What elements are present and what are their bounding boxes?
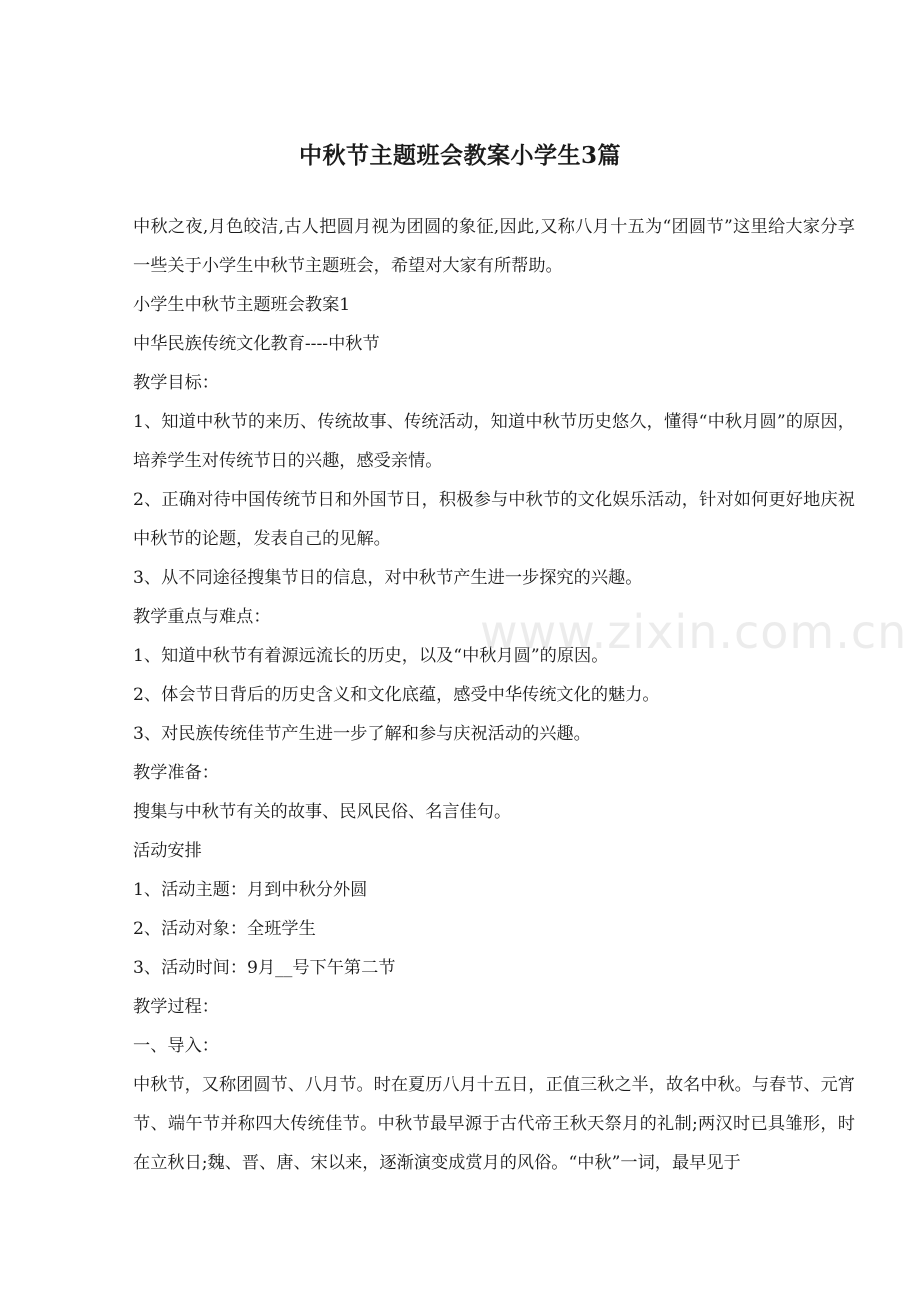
paragraph-key-point-3: 3、对民族传统佳节产生进一步了解和参与庆祝活动的兴趣。 bbox=[133, 724, 591, 744]
paragraph-arrangement-1: 1、活动主题：月到中秋分外圆 bbox=[133, 880, 368, 900]
paragraph-process-heading: 教学过程： bbox=[133, 997, 219, 1017]
document-body bbox=[133, 208, 855, 1183]
paragraph-mid-autumn-history: 中秋节，又称团圆节、八月节。时在夏历八月十五日，正值三秋之半，故名中秋。与春节、元宵节、端午节并称四大传统佳节。中秋节最早源于古代帝王秋天祭月的礼制;两汉时已具雏形，时在立秋日;魏、晋、唐、宋以来，逐渐演变成赏月的风俗。“中秋”一词，最早见于 bbox=[133, 1075, 855, 1173]
paragraph-intro-step: 一、导入： bbox=[133, 1036, 219, 1056]
document-title: 中秋节主题班会教案小学生3篇 bbox=[298, 142, 621, 169]
paragraph-goals-heading: 教学目标： bbox=[133, 373, 219, 393]
paragraph-goal-1: 1、知道中秋节的来历、传统故事、传统活动，知道中秋节历史悠久，懂得“中秋月圆”的原因，培养学生对传统节日的兴趣，感受亲情。 bbox=[133, 412, 855, 471]
paragraph-lesson-heading: 小学生中秋节主题班会教案1 bbox=[133, 295, 351, 315]
paragraph-arrangement-heading: 活动安排 bbox=[133, 841, 202, 861]
paragraph-key-point-1: 1、知道中秋节有着源远流长的历史，以及“中秋月圆”的原因。 bbox=[133, 646, 609, 666]
paragraph-arrangement-3: 3、活动时间：9月__号下午第二节 bbox=[133, 958, 396, 978]
paragraph-key-points-heading: 教学重点与难点： bbox=[133, 607, 271, 627]
paragraph-goal-2: 2、正确对待中国传统节日和外国节日，积极参与中秋节的文化娱乐活动，针对如何更好地庆祝中秋节的论题，发表自己的见解。 bbox=[133, 490, 855, 549]
watermark: www.zixin.com.cn bbox=[480, 605, 908, 659]
paragraph-key-point-2: 2、体会节日背后的历史含义和文化底蕴，感受中华传统文化的魅力。 bbox=[133, 685, 660, 705]
paragraph-subject: 中华民族传统文化教育----中秋节 bbox=[133, 334, 380, 354]
paragraph-goal-3: 3、从不同途径搜集节日的信息，对中秋节产生进一步探究的兴趣。 bbox=[133, 568, 643, 588]
paragraph-arrangement-2: 2、活动对象：全班学生 bbox=[133, 919, 316, 939]
paragraph-prep: 搜集与中秋节有关的故事、民风民俗、名言佳句。 bbox=[133, 802, 512, 822]
paragraph-prep-heading: 教学准备： bbox=[133, 763, 219, 783]
paragraph-intro: 中秋之夜,月色皎洁,古人把圆月视为团圆的象征,因此,又称八月十五为“团圆节”这里给大家分享一些关于小学生中秋节主题班会，希望对大家有所帮助。 bbox=[133, 217, 855, 276]
